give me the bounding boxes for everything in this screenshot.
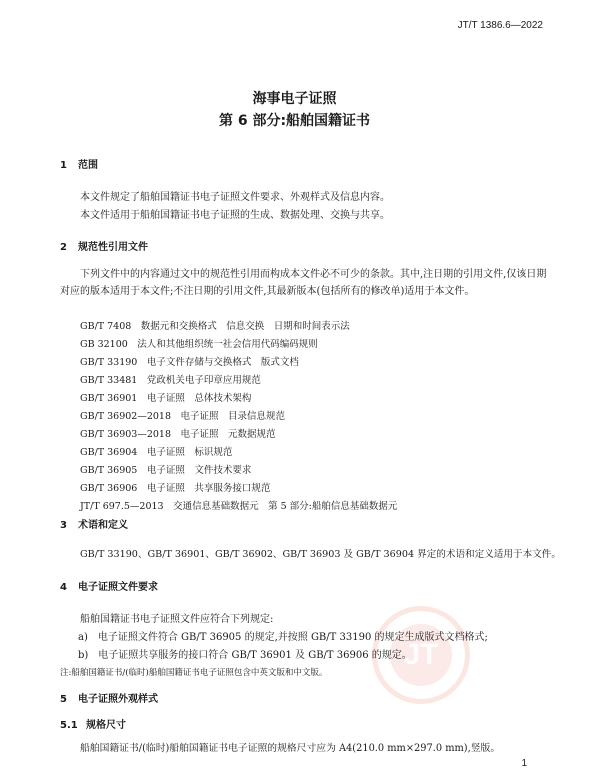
section-title: 术语和定义 (78, 520, 128, 531)
seal-logo-text: JT (390, 624, 452, 686)
section-number: 5 (60, 694, 67, 705)
size-paragraph: 船舶国籍证书/(临时)船舶国籍证书电子证照的规格尺寸应为 A4(210.0 mm×297.0 mm),竖版。 (80, 743, 501, 754)
reference-item: GB/T 33190 电子文件存储与交换格式 版式文档 (80, 357, 299, 368)
reference-item: GB/T 33481 党政机关电子印章应用规范 (80, 375, 261, 386)
section-3-heading (60, 516, 128, 531)
page-number: 1 (521, 758, 527, 769)
section-1-heading (60, 156, 98, 171)
terms-paragraph: GB/T 33190、GB/T 36901、GB/T 36902、GB/T 36903 及 GB/T 36904 界定的术语和定义适用于本文件。 (80, 549, 561, 560)
note: 注:船舶国籍证书/(临时)船舶国籍证书电子证照包含中英文版和中文版。 (60, 668, 328, 678)
references-intro: 下列文件中的内容通过文中的规范性引用而构成本文件必不可少的条款。其中,注日期的引用文件,仅该日期对应的版本适用于本文件;不注日期的引用文件,其最新版本(包括所有的修改单)适用于本文件。 (60, 269, 547, 297)
reference-item: GB 32100 法人和其他组织统一社会信用代码编码规则 (80, 339, 318, 350)
scope-paragraph-2: 本文件适用于船舶国籍证书电子证照的生成、数据处理、交换与共享。 (80, 210, 390, 221)
section-title: 电子证照文件要求 (78, 582, 158, 593)
section-number: 1 (60, 160, 67, 171)
list-item-a: a) 电子证照文件符合 GB/T 36905 的规定,并按照 GB/T 33190 的规定生成版式文档格式; (78, 632, 488, 643)
subsection-number: 5.1 (60, 720, 78, 731)
standard-code-header: JT/T 1386.6—2022 (457, 20, 543, 31)
section-title: 电子证照外观样式 (78, 694, 158, 705)
reference-item: JT/T 697.5—2013 交通信息基础数据元 第 5 部分:船舶信息基础数据元 (80, 501, 398, 512)
doc-subtitle: 第 6 部分:船舶国籍证书 (218, 113, 371, 129)
section-number: 4 (60, 582, 67, 593)
section-number: 2 (60, 242, 67, 253)
reference-item: GB/T 7408 数据元和交换格式 信息交换 日期和时间表示法 (80, 321, 350, 332)
subsection-title: 规格尺寸 (86, 720, 126, 731)
file-requirements-intro: 船舶国籍证书电子证照文件应符合下列规定: (80, 614, 274, 625)
section-4-heading (60, 578, 158, 593)
reference-item: GB/T 36905 电子证照 文件技术要求 (80, 465, 252, 476)
scope-paragraph-1: 本文件规定了船舶国籍证书电子证照文件要求、外观样式及信息内容。 (80, 192, 390, 203)
section-5-heading (60, 690, 158, 705)
reference-item: GB/T 36901 电子证照 总体技术架构 (80, 393, 252, 404)
reference-item: GB/T 36906 电子证照 共享服务接口规范 (80, 483, 271, 494)
section-2-heading (60, 238, 148, 253)
list-item-b: b) 电子证照共享服务的接口符合 GB/T 36901 及 GB/T 36906 的规定。 (78, 650, 412, 661)
subsection-5-1-heading (60, 716, 126, 731)
reference-item: GB/T 36903—2018 电子证照 元数据规范 (80, 429, 276, 440)
section-title: 规范性引用文件 (78, 242, 148, 253)
reference-item: GB/T 36902—2018 电子证照 目录信息规范 (80, 411, 286, 422)
section-title: 范围 (78, 160, 98, 171)
doc-title: 海事电子证照 (252, 91, 337, 107)
reference-item: GB/T 36904 电子证照 标识规范 (80, 447, 233, 458)
section-number: 3 (60, 520, 67, 531)
